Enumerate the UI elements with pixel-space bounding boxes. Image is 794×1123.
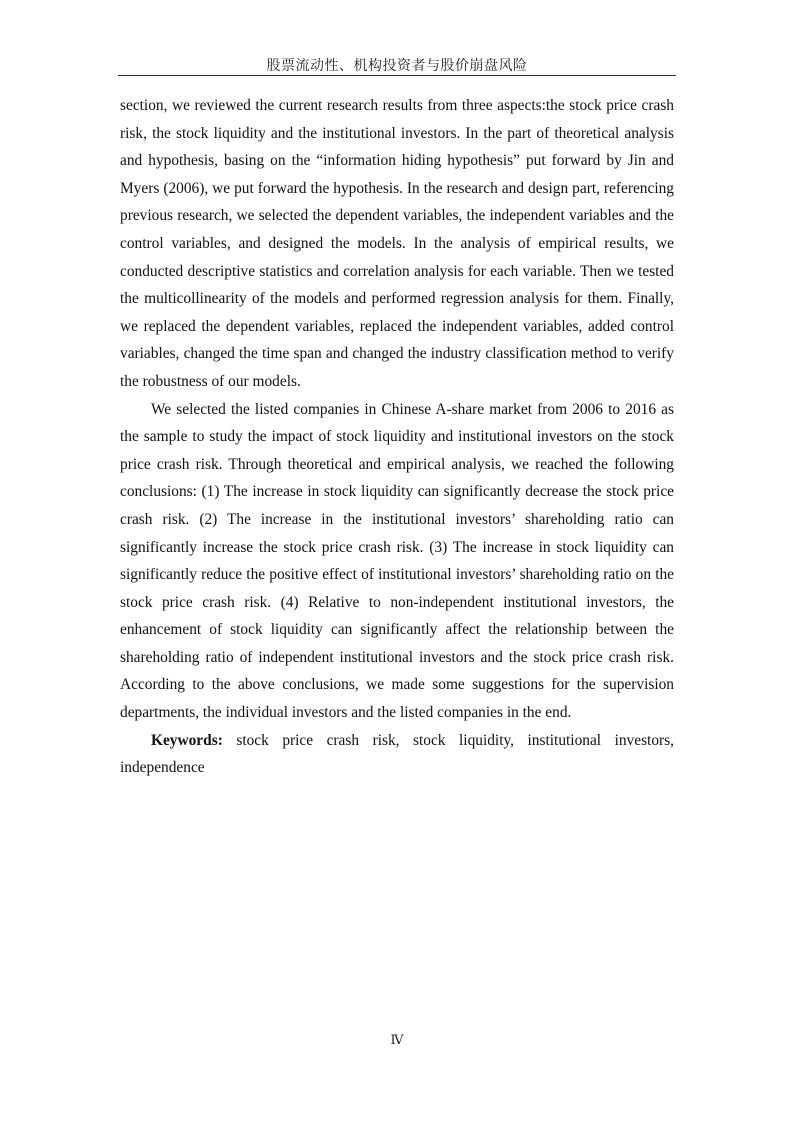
- paragraph-1: section, we reviewed the current research results from three aspects:the stock price crash risk, the stock liquidity and the institutional investors. In the part of theoretical analysis and hypothesis, basing on the “information hiding hypothesis” put forward by Jin and Myers (2006), we put forward the hypothesis. In the research and design part, referencing previous research, we selected the dependent variables, the independent variables and the control variables, and designed the models. In the analysis of empirical results, we conducted descriptive statistics and correlation analysis for each variable. Then we tested the multicollinearity of the models and performed regression analysis for them. Finally, we replaced the dependent variables, replaced the independent variables, added control variables, changed the time span and changed the industry classification method to verify the robustness of our models.: [120, 97, 674, 390]
- paragraph-2: We selected the listed companies in Chinese A-share market from 2006 to 2016 as the sample to study the impact of stock liquidity and institutional investors on the stock price crash risk. Through theoretical and empirical analysis, we reached the following conclusions: (1) The increase in stock liquidity can significantly decrease the stock price crash risk. (2) The increase in the institutional investors’ shareholding ratio can significantly increase the stock price crash risk. (3) The increase in stock liquidity can significantly reduce the positive effect of institutional investors’ shareholding ratio on the stock price crash risk. (4) Relative to non-independent institutional investors, the enhancement of stock liquidity can significantly affect the relationship between the shareholding ratio of independent institutional investors and the stock price crash risk. According to the above conclusions, we made some suggestions for the supervision departments, the individual investors and the listed companies in the end.: [120, 400, 674, 722]
- keywords-label: Keywords:: [151, 731, 223, 749]
- keywords-text: stock price crash risk, stock liquidity, institutional investors, independence: [120, 731, 674, 777]
- header-rule: [118, 75, 676, 76]
- running-header: 股票流动性、机构投资者与股价崩盘风险: [266, 59, 528, 74]
- keywords-paragraph: [120, 727, 674, 782]
- page-number: Ⅳ: [390, 1032, 404, 1047]
- abstract-body: [120, 92, 674, 782]
